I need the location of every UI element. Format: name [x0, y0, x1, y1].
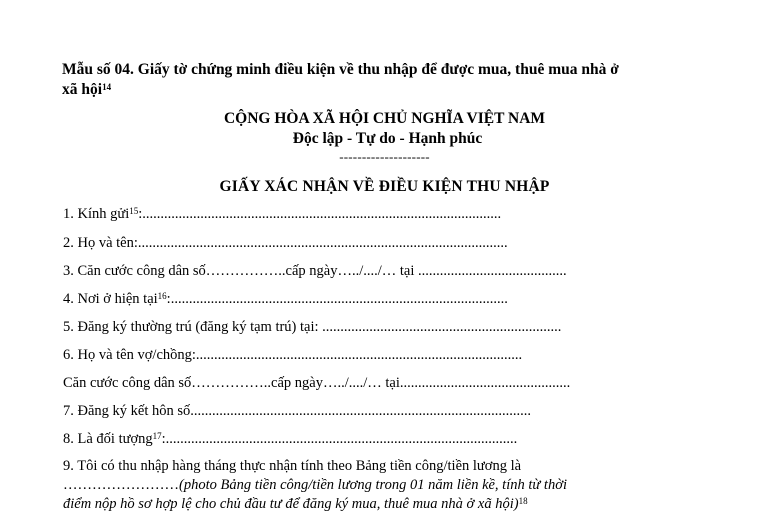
field-blank: ..........................................................................................	[195, 347, 523, 363]
item9-line2	[63, 476, 567, 494]
field-citizen-id	[63, 262, 567, 280]
form-heading-text-line2: xã hội	[62, 81, 103, 98]
footnote-ref-15: 15	[129, 206, 139, 216]
field-blank: ……………..cấp ngày…../..../… tại .........................................	[205, 263, 567, 279]
form-heading-text: Mẫu số 04. Giấy tờ chứng minh điều kiện về thu nhập để được mua, thuê mua nhà ở	[62, 61, 619, 78]
footnote-ref-18: 18	[518, 496, 528, 506]
field-permanent-residence	[63, 318, 561, 336]
field-label: 5. Đăng ký thường trú (đăng ký tạm trú) tại:	[63, 319, 319, 335]
item9-line3	[63, 495, 528, 513]
field-subject-type	[63, 430, 517, 448]
document-title: GIẤY XÁC NHẬN VỀ ĐIỀU KIỆN THU NHẬP	[219, 178, 550, 195]
field-label: 2. Họ và tên:	[63, 235, 138, 251]
field-current-address	[63, 290, 508, 308]
field-label: 7. Đăng ký kết hôn số	[63, 403, 191, 419]
form-heading	[62, 60, 722, 100]
footnote-ref-14: 14	[102, 82, 112, 92]
field-blank: :.............................................................................................	[166, 291, 508, 307]
field-blank: :...................................................................................................	[138, 206, 502, 222]
field-recipient	[63, 205, 501, 223]
nation-name: CỘNG HÒA XÃ HỘI CHỦ NGHĨA VIỆT NAM	[223, 110, 546, 127]
header-separator: --------------------	[339, 149, 430, 164]
item9-line1: 9. Tôi có thu nhập hàng tháng thực nhận tính theo Bảng tiền công/tiền lương là	[63, 458, 522, 474]
field-label: Căn cước công dân số	[63, 375, 192, 391]
item9-blank: ……………………	[63, 477, 179, 493]
field-spouse-citizen-id	[63, 374, 570, 392]
item9-instruction: (photo Bảng tiền công/tiền lương trong 01 năm liền kề, tính từ thời	[179, 477, 567, 493]
field-blank: ......................................................................................................	[137, 235, 508, 251]
field-label: 1. Kính gửi	[63, 206, 130, 222]
nation-motto: Độc lập - Tự do - Hạnh phúc	[292, 130, 483, 147]
field-blank: ……………..cấp ngày…../..../… tại...............................................	[191, 375, 571, 391]
field-label: 8. Là đối tượng	[63, 431, 153, 447]
field-blank: :.................................................................................................	[161, 431, 518, 447]
field-blank: ..............................................................................................	[190, 403, 532, 419]
item9-instruction-cont: điểm nộp hồ sơ hợp lệ cho chủ đầu tư để đăng ký mua, thuê mua nhà ở xã hội)	[63, 496, 519, 512]
footnote-ref-16: 16	[157, 291, 167, 301]
field-label: 4. Nơi ở hiện tại	[63, 291, 158, 307]
footnote-ref-17: 17	[152, 431, 162, 441]
field-full-name	[63, 234, 508, 252]
field-marriage-registration	[63, 402, 531, 420]
field-blank: ..................................................................	[318, 319, 562, 335]
field-spouse-name	[63, 346, 522, 364]
field-label: 3. Căn cước công dân số	[63, 263, 206, 279]
field-label: 6. Họ và tên vợ/chồng:	[63, 347, 196, 363]
